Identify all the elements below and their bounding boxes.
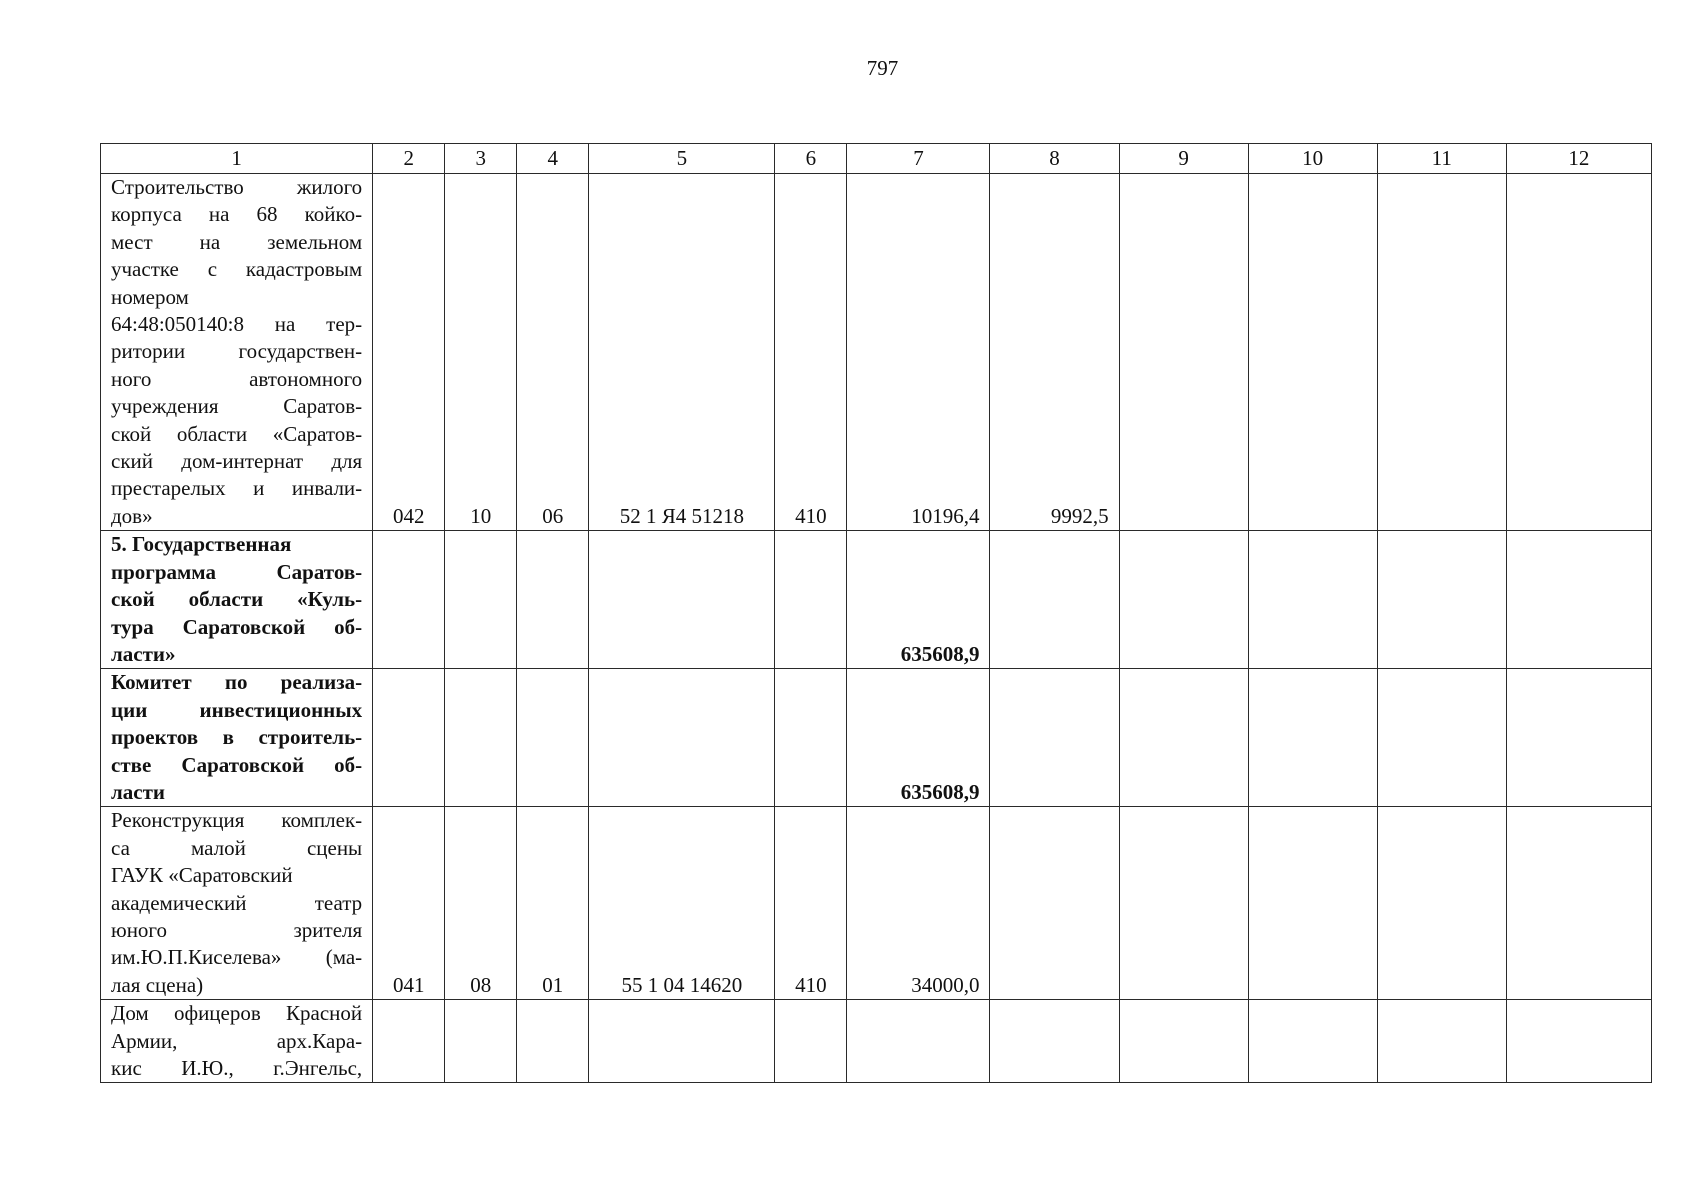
name-line: номером bbox=[111, 284, 189, 309]
table-row bbox=[101, 807, 1652, 1000]
cell-col8: 9992,5 bbox=[990, 174, 1119, 531]
name-line: ской области «Куль- bbox=[111, 587, 363, 612]
table-row bbox=[101, 1000, 1652, 1083]
table-row bbox=[101, 531, 1652, 669]
cell-col8 bbox=[990, 531, 1119, 669]
cell-col12 bbox=[1506, 174, 1651, 531]
col-header: 6 bbox=[775, 144, 847, 174]
cell-expense-type bbox=[775, 1000, 847, 1083]
col-header: 5 bbox=[589, 144, 775, 174]
col-header: 11 bbox=[1377, 144, 1506, 174]
cell-col11 bbox=[1377, 807, 1506, 1000]
cell-col7: 10196,4 bbox=[847, 174, 990, 531]
name-line: тура Саратовской об- bbox=[111, 614, 363, 639]
cell-ministry-code bbox=[373, 669, 445, 807]
name-line: 5. Государственная bbox=[111, 532, 292, 557]
name-line: проектов в строитель- bbox=[111, 725, 363, 750]
name-line: им.Ю.П.Киселева» (ма- bbox=[111, 945, 363, 970]
column-number-row bbox=[101, 144, 1652, 174]
name-line: ного автономного bbox=[111, 366, 363, 391]
table-row bbox=[101, 174, 1652, 531]
name-line: юного зрителя bbox=[111, 917, 363, 942]
cell-subsection bbox=[517, 531, 589, 669]
cell-col10 bbox=[1248, 531, 1377, 669]
cell-col7: 635608,9 bbox=[847, 669, 990, 807]
cell-col9 bbox=[1119, 669, 1248, 807]
cell-col7 bbox=[847, 1000, 990, 1083]
cell-ministry-code bbox=[373, 1000, 445, 1083]
cell-expense-type: 410 bbox=[775, 174, 847, 531]
item-name bbox=[101, 1000, 373, 1083]
name-line: стве Саратовской об- bbox=[111, 752, 363, 777]
cell-section: 08 bbox=[445, 807, 517, 1000]
name-line: Дом офицеров Красной bbox=[111, 1001, 363, 1026]
col-header: 1 bbox=[101, 144, 373, 174]
cell-target-article bbox=[589, 669, 775, 807]
cell-subsection: 01 bbox=[517, 807, 589, 1000]
cell-col9 bbox=[1119, 174, 1248, 531]
cell-col11 bbox=[1377, 1000, 1506, 1083]
name-line: Комитет по реализа- bbox=[111, 670, 363, 695]
cell-expense-type: 410 bbox=[775, 807, 847, 1000]
name-line: корпуса на 68 койко- bbox=[111, 202, 363, 227]
cell-col7: 635608,9 bbox=[847, 531, 990, 669]
name-line: Армии, арх.Кара- bbox=[111, 1028, 363, 1053]
cell-col8 bbox=[990, 669, 1119, 807]
cell-col9 bbox=[1119, 531, 1248, 669]
cell-col7: 34000,0 bbox=[847, 807, 990, 1000]
name-line: престарелых и инвали- bbox=[111, 476, 363, 501]
budget-table bbox=[100, 143, 1652, 1083]
name-line: мест на земельном bbox=[111, 229, 363, 254]
name-line: дов» bbox=[111, 503, 153, 528]
col-header: 9 bbox=[1119, 144, 1248, 174]
name-line: программа Саратов- bbox=[111, 559, 363, 584]
col-header: 3 bbox=[445, 144, 517, 174]
cell-col10 bbox=[1248, 807, 1377, 1000]
name-line: ласти bbox=[111, 779, 166, 804]
cell-subsection: 06 bbox=[517, 174, 589, 531]
name-line: академический театр bbox=[111, 890, 363, 915]
item-name bbox=[101, 531, 373, 669]
cell-col10 bbox=[1248, 1000, 1377, 1083]
cell-col8 bbox=[990, 1000, 1119, 1083]
col-header: 4 bbox=[517, 144, 589, 174]
name-line: участке с кадастровым bbox=[111, 257, 363, 282]
name-line: ГАУК «Саратовский bbox=[111, 863, 293, 888]
col-header: 10 bbox=[1248, 144, 1377, 174]
cell-col11 bbox=[1377, 669, 1506, 807]
cell-section bbox=[445, 531, 517, 669]
col-header: 12 bbox=[1506, 144, 1651, 174]
cell-section bbox=[445, 1000, 517, 1083]
col-header: 2 bbox=[373, 144, 445, 174]
table-row bbox=[101, 669, 1652, 807]
page-number: 797 bbox=[866, 56, 899, 80]
cell-target-article bbox=[589, 1000, 775, 1083]
cell-col10 bbox=[1248, 174, 1377, 531]
cell-col9 bbox=[1119, 807, 1248, 1000]
item-name bbox=[101, 669, 373, 807]
name-line: ласти» bbox=[111, 641, 176, 666]
cell-col8 bbox=[990, 807, 1119, 1000]
cell-section bbox=[445, 669, 517, 807]
cell-col12 bbox=[1506, 1000, 1651, 1083]
cell-col11 bbox=[1377, 174, 1506, 531]
cell-col9 bbox=[1119, 1000, 1248, 1083]
cell-col12 bbox=[1506, 807, 1651, 1000]
name-line: лая сцена) bbox=[111, 972, 204, 997]
name-line: учреждения Саратов- bbox=[111, 394, 363, 419]
cell-target-article bbox=[589, 531, 775, 669]
name-line: Реконструкция комплек- bbox=[111, 808, 363, 833]
name-line: ской области «Саратов- bbox=[111, 421, 363, 446]
name-line: кис И.Ю., г.Энгельс, bbox=[111, 1056, 363, 1080]
cell-col10 bbox=[1248, 669, 1377, 807]
col-header: 7 bbox=[847, 144, 990, 174]
cell-col12 bbox=[1506, 669, 1651, 807]
cell-ministry-code bbox=[373, 531, 445, 669]
name-line: са малой сцены bbox=[111, 835, 363, 860]
item-name bbox=[101, 807, 373, 1000]
cell-expense-type bbox=[775, 531, 847, 669]
cell-target-article: 52 1 Я4 51218 bbox=[589, 174, 775, 531]
cell-expense-type bbox=[775, 669, 847, 807]
name-line: ский дом-интернат для bbox=[111, 449, 363, 474]
col-header: 8 bbox=[990, 144, 1119, 174]
cell-section: 10 bbox=[445, 174, 517, 531]
name-line: Строительство жилого bbox=[111, 175, 363, 199]
cell-ministry-code: 041 bbox=[373, 807, 445, 1000]
cell-col12 bbox=[1506, 531, 1651, 669]
name-line: ритории государствен- bbox=[111, 339, 363, 364]
cell-ministry-code: 042 bbox=[373, 174, 445, 531]
item-name bbox=[101, 174, 373, 531]
cell-subsection bbox=[517, 669, 589, 807]
cell-col11 bbox=[1377, 531, 1506, 669]
cell-target-article: 55 1 04 14620 bbox=[589, 807, 775, 1000]
cell-subsection bbox=[517, 1000, 589, 1083]
name-line: ции инвестиционных bbox=[111, 697, 363, 722]
name-line: 64:48:050140:8 на тер- bbox=[111, 312, 363, 337]
